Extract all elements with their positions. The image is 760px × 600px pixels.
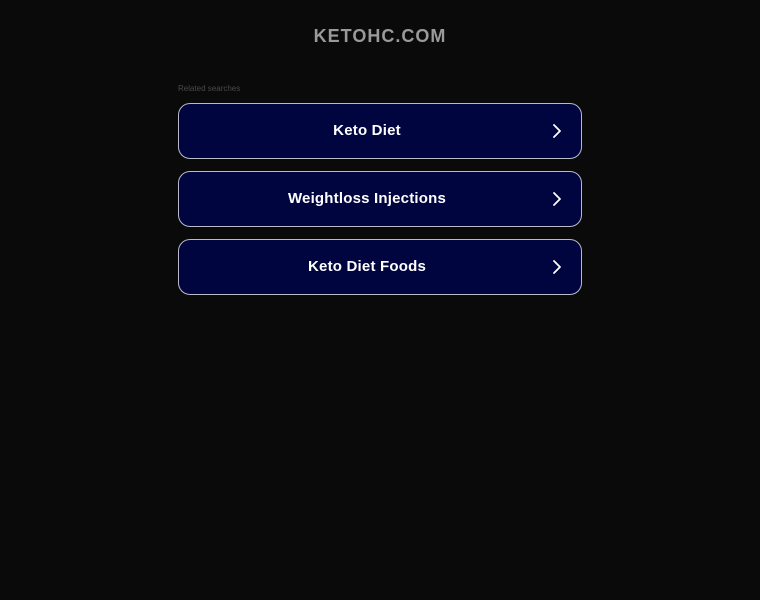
chevron-right-icon <box>551 191 563 207</box>
related-search-link-weightloss-injections[interactable] <box>178 171 582 227</box>
chevron-right-icon <box>551 259 563 275</box>
related-search-label: Weightloss Injections <box>287 190 447 207</box>
related-search-label: Keto Diet <box>333 122 401 139</box>
related-searches-label: Related searches <box>178 84 241 93</box>
related-search-label: Keto Diet Foods <box>308 258 426 275</box>
related-search-link-keto-diet-foods[interactable] <box>178 239 582 295</box>
related-searches-list <box>178 103 582 307</box>
related-search-link-keto-diet[interactable] <box>178 103 582 159</box>
chevron-right-icon <box>551 123 563 139</box>
site-title: KETOHC.COM <box>313 26 447 46</box>
